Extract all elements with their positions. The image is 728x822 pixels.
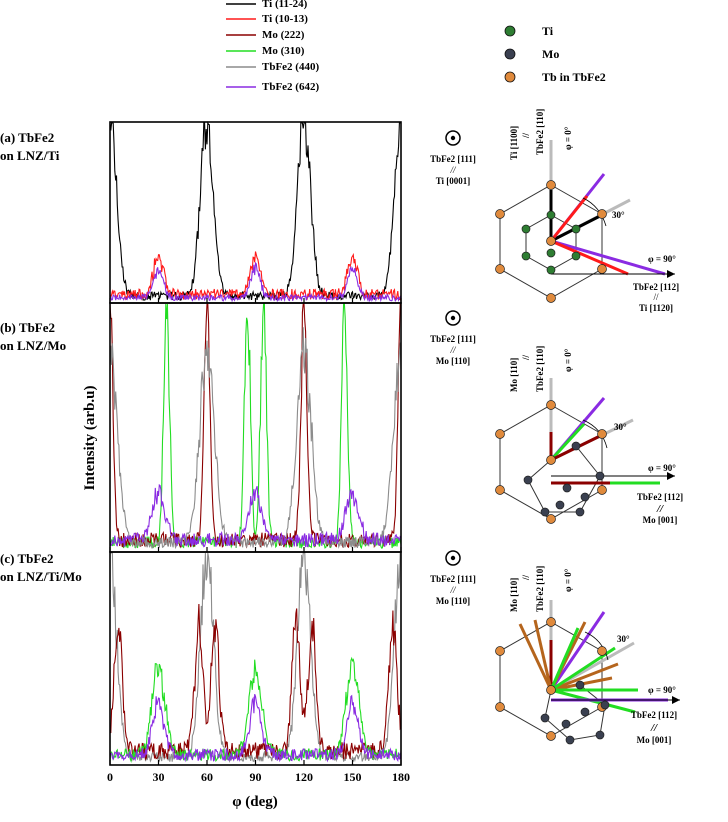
tb-atom: [598, 486, 607, 495]
x-tick-label: 90: [249, 770, 262, 784]
mo-atom: [596, 731, 604, 739]
tb-atom: [496, 703, 505, 712]
tb-atom: [547, 401, 556, 410]
tb-atom: [598, 430, 607, 439]
right-dir-mid: //: [656, 503, 664, 515]
legend-label-5: TbFe2 (642): [262, 81, 320, 93]
panel-c-frame: [110, 552, 401, 765]
mo-atom: [581, 708, 589, 716]
x-axis-label: φ (deg): [232, 794, 278, 810]
panel-b-frame: [110, 303, 401, 552]
x-tick-label: 180: [392, 770, 410, 784]
vertical-dir-a: Mo [110]: [509, 357, 519, 392]
tb-atom: [547, 732, 556, 741]
x-tick-label: 0: [107, 770, 113, 784]
phi-zero-label: φ = 0°: [563, 348, 573, 372]
zone-axis-top: TbFe2 [111]: [430, 334, 476, 344]
mo-atom-icon: [505, 49, 515, 59]
panel-c-plot: [110, 553, 401, 765]
y-axis-label: Intensity (arb.u): [82, 385, 98, 491]
ti-atom: [547, 211, 555, 219]
tb-atom: [547, 456, 556, 465]
mo-atom: [563, 484, 571, 492]
mo-atom: [562, 720, 570, 728]
x-tick-label: 120: [295, 770, 313, 784]
vertical-dir-mid: //: [521, 132, 531, 138]
vertical-dir-b: TbFe2 [110]: [535, 565, 545, 612]
zone-axis-mid: //: [450, 345, 456, 355]
vertical-dir-mid: //: [521, 354, 531, 360]
legend-label-2: Mo (222): [262, 29, 305, 41]
phi-ninety-label: φ = 90°: [648, 685, 676, 695]
atom-label-tb: Tb in TbFe2: [542, 70, 606, 84]
mo-atom: [596, 472, 604, 480]
ti-atom-icon: [505, 26, 515, 36]
x-axis-ticks: [107, 770, 410, 784]
ti-atom: [572, 252, 580, 260]
mo-atom: [566, 736, 574, 744]
tb-atom-icon: [505, 72, 515, 82]
mo-atom: [541, 714, 549, 722]
panel-c-label-line1: (c) TbFe2: [0, 551, 54, 566]
panel-a-label-line2: on LNZ/Ti: [0, 148, 60, 163]
tb-atom: [547, 686, 556, 695]
tb-atom: [598, 647, 607, 656]
angle-label: 30°: [612, 210, 625, 220]
vertical-dir-b: TbFe2 [110]: [535, 108, 545, 155]
tb-atom: [496, 210, 505, 219]
atom-label-ti: Ti: [542, 24, 554, 38]
mo-atom: [524, 476, 532, 484]
legend-label-1: Ti (10-13): [262, 13, 308, 25]
mo-atom: [576, 508, 584, 516]
tb-atom: [547, 237, 556, 246]
tb-atom: [496, 486, 505, 495]
ti-atom: [547, 266, 555, 274]
series-legend: [226, 0, 319, 93]
zone-axis-mid: //: [450, 585, 456, 595]
panel-c-label-line2: on LNZ/Ti/Mo: [0, 569, 82, 584]
tb-atom: [496, 265, 505, 274]
panel-b-label-line1: (b) TbFe2: [0, 320, 56, 335]
right-dir-bot: Mo [001]: [636, 735, 672, 745]
mo-atom: [581, 493, 589, 501]
right-dir-top: TbFe2 [112]: [630, 710, 678, 720]
atom-legend: [505, 24, 606, 84]
zone-axis-mid: //: [450, 165, 456, 175]
right-dir-bot: Ti [1120]: [638, 303, 674, 313]
x-tick-label: 150: [343, 770, 362, 784]
mo-atom: [601, 701, 609, 709]
right-dir-mid: //: [650, 722, 658, 734]
phi-zero-label: φ = 0°: [563, 568, 573, 592]
tb-atom: [598, 265, 607, 274]
zone-axis-bot: Mo [110]: [435, 356, 471, 366]
ti-atom: [522, 252, 530, 260]
tb-atom: [547, 515, 556, 524]
x-tick-label: 30: [152, 770, 165, 784]
zone-axis-bot: Mo [110]: [435, 596, 471, 606]
legend-label-4: TbFe2 (440): [262, 61, 320, 73]
mo-atom: [576, 681, 584, 689]
phi-ninety-label: φ = 90°: [648, 254, 676, 264]
vertical-dir-mid: //: [521, 574, 531, 580]
zone-axis-top: TbFe2 [111]: [430, 574, 476, 584]
tb-atom: [496, 430, 505, 439]
right-dir-mid: //: [653, 292, 659, 302]
series-line-ti-10-13-: [110, 252, 401, 300]
zone-axis-top: TbFe2 [111]: [430, 154, 476, 164]
panel-b-plot: [110, 304, 401, 552]
phi-ninety-label: φ = 90°: [648, 463, 676, 473]
zone-axis-bot: Ti [0001]: [435, 176, 471, 186]
series-line-tbfe2-440-: [110, 553, 401, 762]
series-line-tbfe2-440-: [110, 327, 401, 548]
panel-b-label-line2: on LNZ/Mo: [0, 338, 67, 353]
tb-atom: [496, 647, 505, 656]
legend-label-0: Ti (11-24): [262, 0, 308, 10]
panel-a-plot: [110, 123, 401, 303]
series-line-mo-222-: [110, 604, 401, 759]
x-tick-label: 60: [201, 770, 213, 784]
mo-atom: [541, 508, 549, 516]
vertical-dir-a: Mo [110]: [509, 577, 519, 612]
legend-label-3: Mo (310): [262, 45, 305, 57]
mo-lattice: [528, 446, 600, 512]
right-dir-bot: Mo [001]: [642, 515, 678, 525]
diagram-c: [430, 551, 680, 745]
vertical-dir-a: Ti [1100]: [509, 125, 519, 160]
diagram-a: [430, 109, 679, 313]
ti-atom: [572, 225, 580, 233]
angle-label: 30°: [617, 634, 630, 644]
angle-label: 30°: [614, 422, 627, 432]
atom-label-mo: Mo: [542, 47, 560, 61]
phi-zero-label: φ = 0°: [563, 126, 573, 150]
right-dir-top: TbFe2 [112]: [636, 492, 684, 502]
vertical-dir-b: TbFe2 [110]: [535, 345, 545, 392]
ti-atom: [547, 249, 555, 257]
mo-atom: [556, 501, 564, 509]
ti-atom: [522, 225, 530, 233]
mo-atom: [572, 442, 580, 450]
panel-a-label-line1: (a) TbFe2: [0, 130, 55, 145]
tb-atom: [598, 210, 607, 219]
diagram-b: [430, 311, 683, 525]
tb-atom: [547, 294, 556, 303]
right-dir-top: TbFe2 [112]: [632, 282, 680, 292]
tb-atom: [547, 618, 556, 627]
tb-atom: [547, 181, 556, 190]
